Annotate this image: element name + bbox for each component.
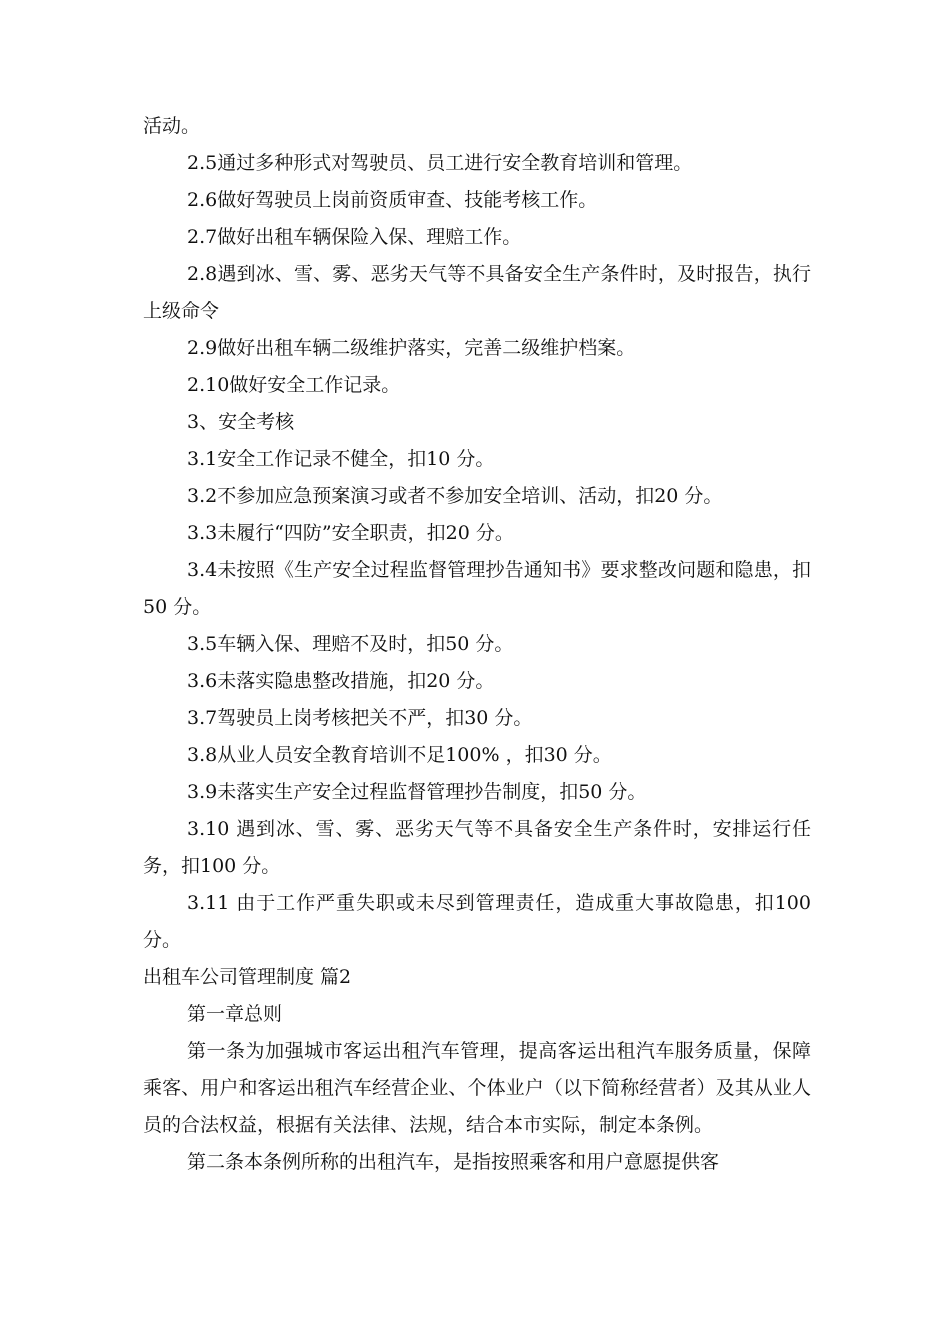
- paragraph: 活动。: [143, 115, 201, 137]
- paragraph: 第二条本条例所称的出租汽车，是指按照乘客和用户意愿提供客: [187, 1151, 720, 1173]
- paragraph: 3.11 由于工作严重失职或未尽到管理责任，造成重大事故隐患，扣100 分。: [143, 892, 811, 951]
- paragraph: 3.9未落实生产安全过程监督管理抄告制度，扣50 分。: [187, 781, 647, 803]
- paragraph: 3.7驾驶员上岗考核把关不严，扣30 分。: [187, 707, 533, 729]
- paragraph: 2.9做好出租车辆二级维护落实，完善二级维护档案。: [187, 337, 636, 359]
- paragraph: 3.8从业人员安全教育培训不足100% ，扣30 分。: [187, 744, 612, 766]
- paragraph: 2.7做好出租车辆保险入保、理赔工作。: [187, 226, 522, 248]
- section-heading: 第一章总则: [187, 1003, 283, 1025]
- paragraph: 2.6做好驾驶员上岗前资质审查、技能考核工作。: [187, 189, 598, 211]
- paragraph: 3.1安全工作记录不健全，扣10 分。: [187, 448, 495, 470]
- paragraph: 3.2不参加应急预案演习或者不参加安全培训、活动，扣20 分。: [187, 485, 723, 507]
- paragraph: 3.5车辆入保、理赔不及时，扣50 分。: [187, 633, 514, 655]
- paragraph: 3.4未按照《生产安全过程监督管理抄告通知书》要求整改问题和隐患，扣50 分。: [143, 559, 811, 618]
- paragraph: 3.10 遇到冰、雪、雾、恶劣天气等不具备安全生产条件时，安排运行任务，扣100 分。: [143, 818, 811, 877]
- paragraph: 2.10做好安全工作记录。: [187, 374, 401, 396]
- chapter-title: 出租车公司管理制度 篇2: [143, 966, 352, 988]
- paragraph: 2.5通过多种形式对驾驶员、员工进行安全教育培训和管理。: [187, 152, 693, 174]
- section-heading: 3、安全考核: [187, 411, 295, 433]
- paragraph: 3.6未落实隐患整改措施，扣20 分。: [187, 670, 495, 692]
- paragraph: 3.3未履行“四防”安全职责，扣20 分。: [187, 522, 514, 544]
- document-body: [143, 108, 811, 1181]
- paragraph: 第一条为加强城市客运出租汽车管理，提高客运出租汽车服务质量，保障乘客、用户和客运出租汽车经营企业、个体业户（以下简称经营者）及其从业人员的合法权益，根据有关法律、法规，结合本市实际，制定本条例。: [143, 1040, 811, 1136]
- paragraph: 2.8遇到冰、雪、雾、恶劣天气等不具备安全生产条件时，及时报告，执行上级命令: [143, 263, 811, 322]
